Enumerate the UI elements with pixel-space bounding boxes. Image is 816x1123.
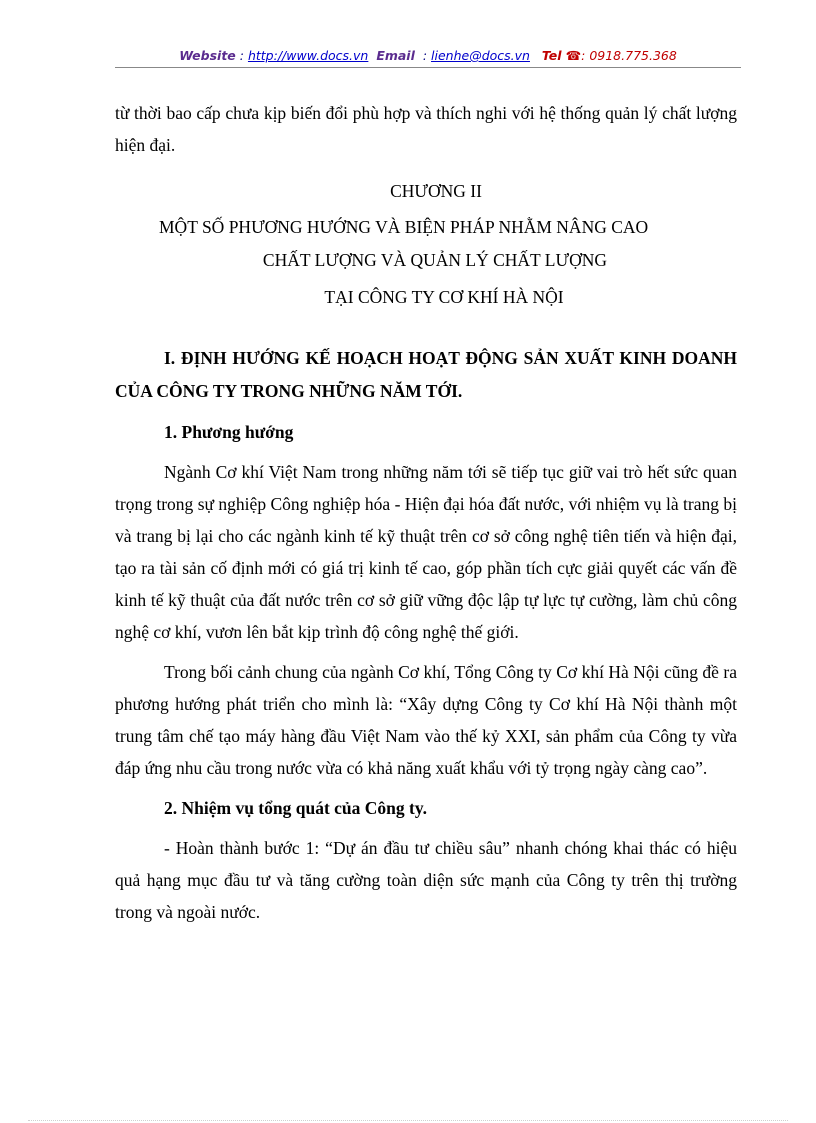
email-link[interactable]: lienhe@docs.vn [431,48,530,63]
chapter-title-line-3: TẠI CÔNG TY CƠ KHÍ HÀ NỘI [324,287,564,307]
continuation-paragraph: từ thời bao cấp chưa kịp biến đổi phù hợp và thích nghi với hệ thống quản lý chất lượng hiện đại. [115,103,737,155]
paragraph-3: - Hoàn thành bước 1: “Dự án đầu tư chiều sâu” nhanh chóng khai thác có hiệu quả hạng mục đầu tư và tăng cường toàn diện sức mạnh của Công ty trên thị trường trong và ngoài nước. [115,838,737,922]
header-divider [115,67,741,68]
page-bottom-border [28,1120,788,1121]
chapter-title-line-1: MỘT SỐ PHƯƠNG HƯỚNG VÀ BIỆN PHÁP NHẰM NÂNG CAO [159,217,649,237]
header-separator: : [235,48,248,63]
website-link[interactable]: http://www.docs.vn [247,48,369,63]
document-body [115,97,737,936]
tel-label: Tel [541,48,562,63]
chapter-title-line-2: CHẤT LƯỢNG VÀ QUẢN LÝ CHẤT LƯỢNG [262,250,607,270]
paragraph-1: Ngành Cơ khí Việt Nam trong những năm tới sẽ tiếp tục giữ vai trò hết sức quan trọng trong sự nghiệp Công nghiệp hóa - Hiện đại hóa đất nước, với nhiệm vụ là trang bị và trang bị lại cho các ngành kinh tế kỹ thuật trên cơ sở công nghệ tiên tiến và hiện đại, tạo ra tài sản cố định mới có giá trị kinh tế cao, góp phần tích cực giải quyết các vấn đề kinh tế kỹ thuật của đất nước trên cơ sở giữ vững độc lập tự lực tự cường, làm chủ công nghệ cơ khí, vươn lên bắt kịp trình độ công nghệ thế giới. [115,462,737,642]
website-label: Website [179,48,236,63]
paragraph-2: Trong bối cảnh chung của ngành Cơ khí, Tổng Công ty Cơ khí Hà Nội cũng đề ra phương hướng phát triển cho mình là: “Xây dựng Công ty Cơ khí Hà Nội thành một trung tâm chế tạo máy hàng đầu Việt Nam vào thế kỷ XXI, sản phẩm của Công ty vừa đáp ứng nhu cầu trong nước vừa có khả năng xuất khẩu với tỷ trọng ngày càng cao”. [115,662,737,778]
phone-number: : 0918.775.368 [581,48,677,63]
chapter-heading: CHƯƠNG II [390,181,482,201]
section-heading-1: I. ĐỊNH HƯỚNG KẾ HOẠCH HOẠT ĐỘNG SẢN XUẤT KINH DOANH CỦA CÔNG TY TRONG NHỮNG NĂM TỚI. [115,348,737,401]
phone-icon: ☎ [565,48,582,63]
subheading-direction: 1. Phương hướng [164,422,294,442]
email-label: Email [376,48,415,63]
subheading-tasks: 2. Nhiệm vụ tổng quát của Công ty. [164,798,428,818]
page-header: Website : http://www.docs.vn Email : lienhe@docs.vn Tel ☎: 0918.775.368 [179,48,677,63]
